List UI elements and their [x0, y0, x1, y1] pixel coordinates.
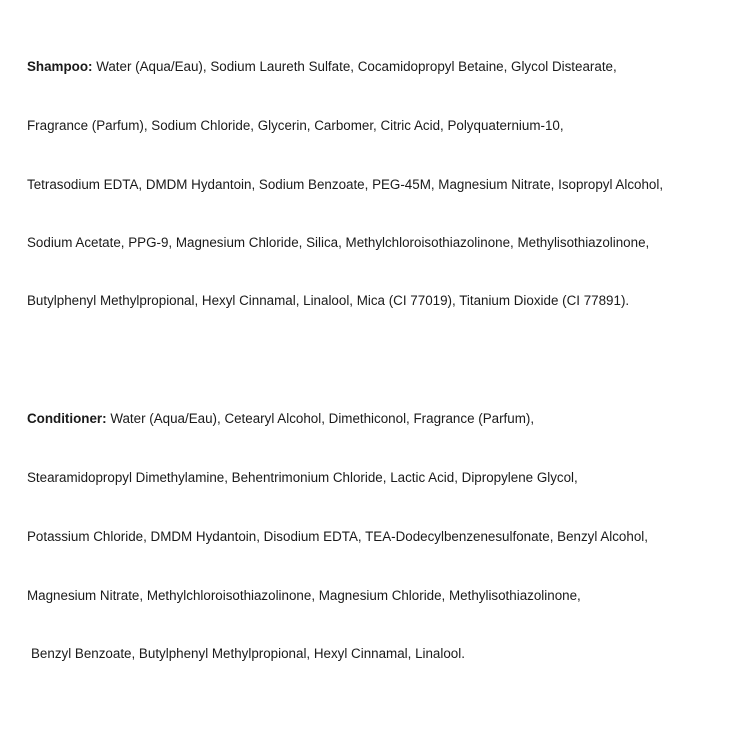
shampoo-line-2: Fragrance (Parfum), Sodium Chloride, Glycerin, Carbomer, Citric Acid, Polyquaternium-10, — [27, 118, 564, 133]
conditioner-line-4: Magnesium Nitrate, Methylchloroisothiazolinone, Magnesium Chloride, Methylisothiazolinone, — [27, 588, 581, 603]
conditioner-line-2: Stearamidopropyl Dimethylamine, Behentrimonium Chloride, Lactic Acid, Dipropylene Glycol, — [27, 470, 578, 485]
shampoo-line-3: Tetrasodium EDTA, DMDM Hydantoin, Sodium Benzoate, PEG-45M, Magnesium Nitrate, Isopropyl Alcohol, — [27, 177, 664, 192]
shampoo-line-5: Butylphenyl Methylpropional, Hexyl Cinnamal, Linalool, Mica (CI 77019), Titanium Dioxide (CI 77891). — [27, 293, 630, 308]
conditioner-label: Conditioner: — [27, 411, 107, 426]
shampoo-line-4: Sodium Acetate, PPG-9, Magnesium Chloride, Silica, Methylchloroisothiazolinone, Methylisothiazolinone, — [27, 235, 650, 250]
conditioner-line-5: Benzyl Benzoate, Butylphenyl Methylpropional, Hexyl Cinnamal, Linalool. — [31, 646, 465, 661]
conditioner-ingredients-text: Water (Aqua/Eau), Cetearyl Alcohol, Dimethiconol, Fragrance (Parfum), — [110, 411, 535, 426]
shampoo-line-1 — [27, 59, 617, 75]
conditioner-line-3: Potassium Chloride, DMDM Hydantoin, Disodium EDTA, TEA-Dodecylbenzenesulfonate, Benzyl Alcohol, — [27, 529, 648, 544]
shampoo-label: Shampoo: — [27, 59, 93, 74]
shampoo-ingredients-text: Water (Aqua/Eau), Sodium Laureth Sulfate, Cocamidopropyl Betaine, Glycol Distearate, — [96, 59, 617, 74]
conditioner-line-1 — [27, 411, 534, 427]
